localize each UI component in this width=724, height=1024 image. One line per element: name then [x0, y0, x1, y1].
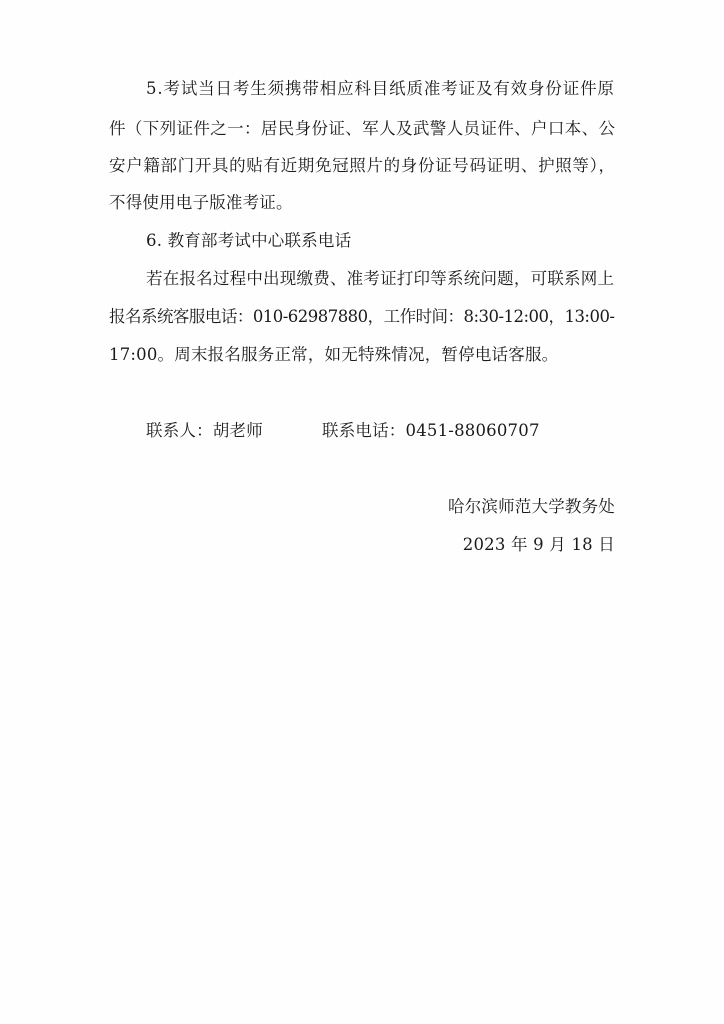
signature-org: 哈尔滨师范大学教务处	[448, 497, 615, 516]
item6-line-1: 若在报名过程中出现缴费、准考证打印等系统问题，可联系网上	[146, 269, 615, 288]
item5-line-1: 5.考试当日考生须携带相应科目纸质准考证及有效身份证件原	[146, 79, 615, 98]
contact-phone: 联系电话：0451-88060707	[322, 421, 540, 440]
item5-line-2: 件（下列证件之一：居民身份证、军人及武警人员证件、户口本、公	[109, 119, 616, 138]
item5-line-3: 安户籍部门开具的贴有近期免冠照片的身份证号码证明、护照等），	[109, 156, 616, 175]
item6-heading: 6. 教育部考试中心联系电话	[146, 231, 352, 250]
contact-person: 联系人：胡老师	[146, 421, 263, 440]
item6-line-2: 报名系统客服电话：010-62987880，工作时间：8:30-12:00，13:00-	[109, 307, 615, 326]
item6-line-3: 17:00。周末报名服务正常，如无特殊情况，暂停电话客服。	[109, 345, 559, 364]
item5-line-4: 不得使用电子版准考证。	[109, 193, 293, 212]
signature-date: 2023 年 9 月 18 日	[462, 535, 615, 554]
